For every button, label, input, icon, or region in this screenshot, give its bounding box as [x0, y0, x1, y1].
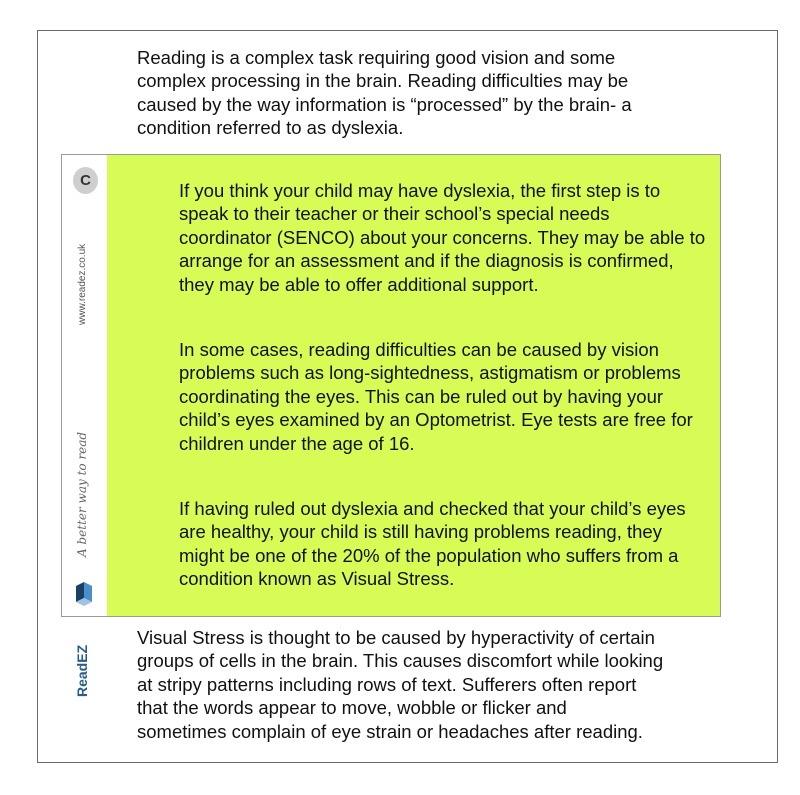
- intro-paragraph: [137, 46, 737, 140]
- brand-tagline: A better way to read: [75, 431, 89, 557]
- tinted-reading-area: [107, 155, 720, 616]
- outro-line: at stripy patterns including rows of text. Sufferers often report: [137, 673, 637, 695]
- badge-c-icon: [73, 167, 98, 194]
- card-line: arrange for an assessment and if the diagnosis is confirmed,: [179, 250, 674, 272]
- intro-line: condition referred to as dyslexia.: [137, 117, 404, 139]
- brand-name: ReadEZ: [74, 644, 90, 697]
- readez-book-logo-icon: [74, 582, 94, 606]
- outro-line: groups of cells in the brain. This causes discomfort while looking: [137, 650, 664, 672]
- card-paragraph-visual-stress: [179, 497, 739, 591]
- card-line: coordinator (SENCO) about your concerns. They may be able to: [179, 226, 706, 248]
- card-line: coordinating the eyes. This can be ruled out by having your: [179, 385, 664, 407]
- outro-paragraph: [137, 626, 737, 743]
- card-paragraph-vision: [179, 338, 739, 455]
- card-line: In some cases, reading difficulties can be caused by vision: [179, 339, 659, 360]
- outro-line: sometimes complain of eye strain or headaches after reading.: [137, 720, 643, 742]
- card-line: child’s eyes examined by an Optometrist. Eye tests are free for: [179, 409, 693, 431]
- card-line: If having ruled out dyslexia and checked that your child’s eyes: [179, 498, 686, 519]
- badge-letter: C: [80, 172, 91, 189]
- card-line: problems such as long-sightedness, astigmatism or problems: [179, 362, 681, 384]
- card-line: If you think your child may have dyslexia, the first step is to: [179, 180, 661, 201]
- card-line: might be one of the 20% of the population who suffers from a: [179, 544, 679, 566]
- intro-line: caused by the way information is “processed” by the brain- a: [137, 93, 632, 115]
- outro-line: that the words appear to move, wobble or flicker and: [137, 697, 567, 719]
- card-line: they may be able to offer additional support.: [179, 273, 539, 295]
- card-line: condition known as Visual Stress.: [179, 568, 455, 590]
- intro-line: complex processing in the brain. Reading difficulties may be: [137, 70, 629, 92]
- card-line: are healthy, your child is still having problems reading, they: [179, 521, 662, 543]
- card-line: children under the age of 16.: [179, 432, 415, 454]
- card-line: speak to their teacher or their school’s special needs: [179, 203, 610, 225]
- website-url: www.readez.co.uk: [77, 243, 88, 325]
- intro-line: Reading is a complex task requiring good vision and some: [137, 47, 616, 68]
- card-paragraph-senco: [179, 179, 739, 296]
- outro-line: Visual Stress is thought to be caused by hyperactivity of certain: [137, 627, 655, 648]
- overlay-side-strip: [62, 155, 107, 697]
